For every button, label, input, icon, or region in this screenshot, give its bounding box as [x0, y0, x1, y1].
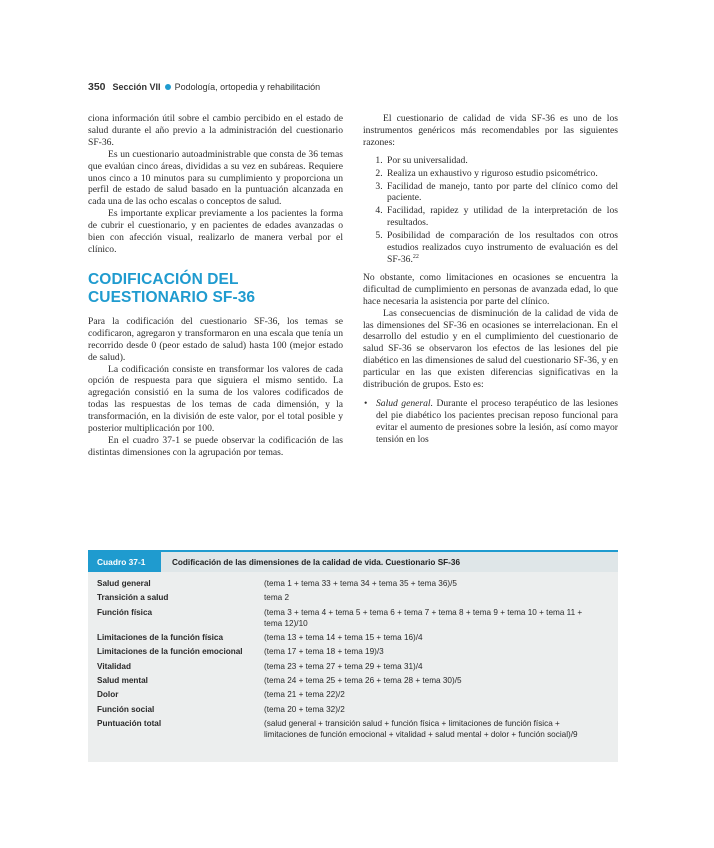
paragraph: No obstante, como limitaciones en ocasiones se encuentra la dificultad de cumplimiento en personas de avanzada edad, lo que hace necesaria la asistencia por parte del clínico. [363, 271, 618, 307]
coding-table [97, 578, 589, 744]
dimension-cell: Salud mental [97, 676, 148, 686]
paragraph: ciona información útil sobre el cambio percibido en el estado de salud durante el año previo a la administración del cuestionario SF-36. [88, 113, 343, 148]
list-item: 2. Realiza un exhaustivo y riguroso estudio psicométrico. [385, 168, 618, 180]
formula-cell: (tema 17 + tema 18 + tema 19)/3 [264, 647, 384, 657]
list-item: 5. Posibilidad de comparación de los resultados con otros estudios realizados cuyo instrumento de evaluación es del SF-36.22 [385, 230, 618, 266]
list-item: 1. Por su universalidad. [385, 155, 618, 167]
table-row [97, 646, 589, 660]
left-column [88, 113, 343, 459]
reference-superscript: 22 [412, 253, 419, 260]
table-box-title: Codificación de las dimensiones de la calidad de vida. Cuestionario SF-36 [172, 557, 461, 567]
formula-cell: (tema 3 + tema 4 + tema 5 + tema 6 + tema 7 + tema 8 + tema 9 + tema 10 + tema 11 + tema 12)/10 [264, 607, 583, 628]
dimension-cell: Limitaciones de la función física [97, 633, 224, 643]
dimension-cell: Vitalidad [97, 661, 131, 671]
list-item: 3. Facilidad de manejo, tanto por parte del clínico como del paciente. [385, 181, 618, 205]
table-row [97, 704, 589, 718]
table-row [97, 632, 589, 646]
formula-cell: (salud general + transición salud + función física + limitaciones de función física + limitaciones de función emocional + vitalidad + salud mental + dolor + función social)/9 [264, 718, 578, 740]
table-row [97, 592, 589, 606]
dimension-cell: Función social [97, 704, 155, 714]
dimension-cell: Función física [97, 607, 153, 617]
formula-cell: (tema 1 + tema 33 + tema 34 + tema 35 + tema 36)/5 [264, 579, 457, 588]
table-row [97, 661, 589, 675]
table-row [97, 607, 589, 633]
bullet-icon: • [364, 397, 368, 409]
dimension-cell: Transición a salud [97, 593, 169, 603]
paragraph: Es un cuestionario autoadministrable que consta de 36 temas que evalúan cinco áreas, divididas a su vez en subáreas. Requiere unos cinco a 10 minutos para su cumplimiento y proporciona un perfil de estado de salud basado en la puntuación alcanzada en cada una de las ocho escalas o conceptos de salud. [88, 148, 343, 208]
bullet-text: Durante el proceso terapéutico de las lesiones del pie diabético los pacientes precisan reposo funcional para evitar el aumento de presiones sobre la lesión, así como mayor tensión en los [376, 397, 618, 445]
section-heading: CODIFICACIÓN DEL CUESTIONARIO SF-36 [88, 270, 256, 306]
table-box-header [88, 550, 618, 572]
paragraph: Las consecuencias de disminución de la calidad de vida de las dimensiones del SF-36 en ocasiones se interrelacionan. En el desarrollo del estudio y en el cumplimiento del cuestionario de salud SF-36 se observaron los efectos de las lesiones del pie diabético en las dimensiones de salud del cuestionario SF-36, y en particular en las que existen diferencias significativas en la distribución de grupos. Esto es: [363, 307, 618, 391]
paragraph: Es importante explicar previamente a los pacientes la forma de cubrir el cuestionario, y en pacientes de edades avanzadas o bien con afección visual, realizarlo de manera verbal por el clínico. [88, 208, 343, 255]
formula-cell: (tema 13 + tema 14 + tema 15 + tema 16)/4 [264, 633, 423, 643]
table-row [97, 578, 589, 592]
section-label: Sección VII [112, 82, 161, 92]
formula-cell: tema 2 [264, 593, 290, 603]
formula-cell: (tema 23 + tema 27 + tema 29 + tema 31)/4 [264, 661, 423, 671]
bullet-term: Salud general. [376, 397, 433, 409]
page-number: 350 [88, 81, 106, 93]
list-item [364, 397, 618, 446]
formula-cell: (tema 20 + tema 32)/2 [264, 704, 345, 714]
reasons-list [363, 155, 618, 266]
formula-cell: (tema 24 + tema 25 + tema 26 + tema 28 + tema 30)/5 [264, 676, 462, 686]
table-box [88, 550, 618, 762]
dimension-cell: Dolor [97, 690, 119, 700]
bullet-dot-icon [165, 84, 171, 90]
table-box-label: Cuadro 37-1 [88, 552, 161, 572]
table-row [97, 675, 589, 689]
paragraph: Para la codificación del cuestionario SF-36, los temas se codificaron, agregaron y transformaron en una escala que tenía un recorrido desde 0 (peor estado de salud) hasta 100 (mejor estado de salud). [88, 315, 343, 363]
formula-cell: (tema 21 + tema 22)/2 [264, 690, 345, 700]
dimension-cell: Salud general [97, 579, 151, 588]
bullet-list [363, 398, 618, 446]
list-item: 4. Facilidad, rapidez y utilidad de la interpretación de los resultados. [385, 205, 618, 229]
paragraph: La codificación consiste en transformar los valores de cada opción de respuesta para que siguiera el mismo sentido. La agregación consistió en la suma de los valores codificados de todas las respuestas de los temas de cada dimensión, y la transformación, en la división de este valor, por el total posible y posterior multiplicación por 100. [88, 363, 343, 435]
table-row [97, 689, 589, 703]
table-row [97, 718, 589, 744]
running-header [88, 81, 320, 93]
paragraph: El cuestionario de calidad de vida SF-36 es uno de los instrumentos genéricos más recomendables por las siguientes razones: [363, 113, 618, 148]
section-subtitle: Podología, ortopedia y rehabilitación [174, 82, 321, 92]
dimension-cell: Limitaciones de la función emocional [97, 647, 243, 657]
paragraph: En el cuadro 37-1 se puede observar la codificación de las distintas dimensiones con la agrupación por temas. [88, 434, 343, 458]
dimension-cell: Puntuación total [97, 718, 162, 728]
right-column [363, 113, 618, 446]
